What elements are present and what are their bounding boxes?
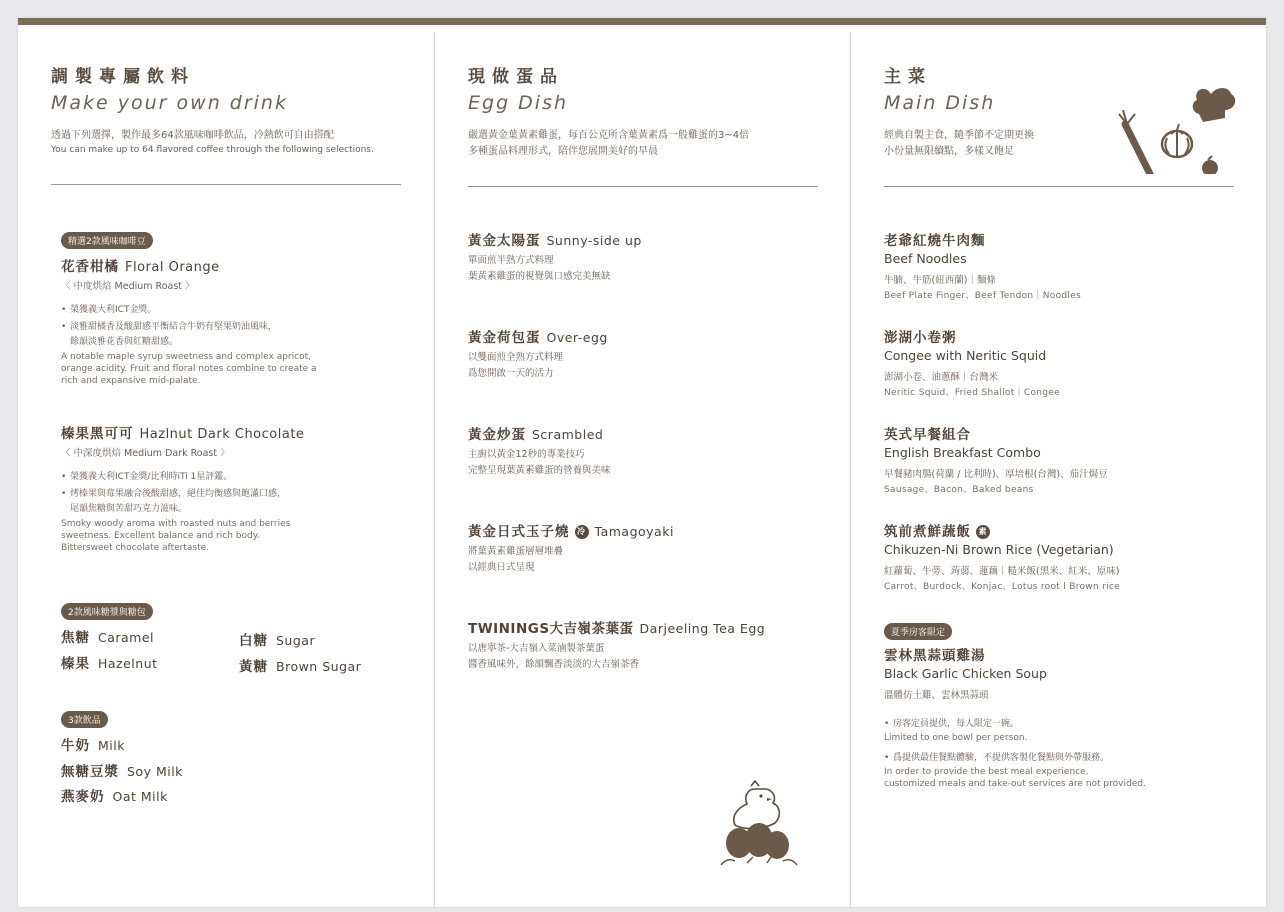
cold-badge: 冷 xyxy=(575,525,589,539)
syrup-tag xyxy=(61,600,153,620)
note1-zh: 房客定員提供，每人限定一碗。 xyxy=(893,719,1020,729)
egg-item-scrambled: 黃金炒蛋 Scrambled 主廚以黃金12秒的專業技巧 完整呈現葉黃素雞蛋的營養與美味 xyxy=(468,427,611,476)
drink-title-zh: 調製專屬飲料 xyxy=(51,67,195,87)
main-title-en: Main Dish xyxy=(884,92,996,114)
bean2-name-zh: 榛果黑可可 xyxy=(61,426,134,442)
syrup-item: 白糖 Sugar xyxy=(239,633,316,649)
bean1-en-desc: A notable maple syrup sweetness and complex apricot, orange acidity. Fruit and floral notes combine to create a rich and expansive mid-palate. xyxy=(61,352,317,386)
beans-tag-label: 精選2款風味咖啡豆 xyxy=(61,232,153,249)
bean2-bullet1: 榮獲義大利ICT金獎/比利時iTi 1星評鑑。 xyxy=(70,472,233,482)
bean1-bullet2-cont: 餘韻淡雅花香與紅糖甜感。 xyxy=(70,337,179,347)
main-item-chicken-soup: 雲林黑蒜頭雞湯 Black Garlic Chicken Soup 溫體仿土雞、雲林黑蒜頭 xyxy=(884,648,1047,701)
egg-intro-line2: 多種蛋品料理形式，陪伴您展開美好的早晨 xyxy=(468,146,658,157)
bean2-en-desc: Smoky woody aroma with roasted nuts and berries sweetness. Excellent balance and rich body. Bittersweet chocolate aftertaste. xyxy=(61,519,291,553)
drink-title-en: Make your own drink xyxy=(51,92,288,114)
egg-item-sunny-side-up: 黃金太陽蛋 Sunny-side up 單面煎半熟方式料理 葉黃素雞蛋的視覺與口感完美無缺 xyxy=(468,233,642,282)
chick-eggs-icon xyxy=(717,777,803,872)
main-intro-line2: 小份量無限續點，多樣又飽足 xyxy=(884,146,1014,157)
milk-item: 無糖豆漿 Soy Milk xyxy=(61,764,183,780)
main-item-beef-noodles: 老爺紅燒牛肉麵 Beef Noodles 牛腩、牛筋(紐西蘭)｜麵條 Beef Plate Finger、Beef Tendon｜Noodles xyxy=(884,233,1082,301)
egg-title-en: Egg Dish xyxy=(468,92,569,114)
bean1-name-zh: 花香柑橘 xyxy=(61,259,119,275)
bean-hazelnut-dark-chocolate: 榛果黑可可 Hazlnut Dark Chocolate 〈 中深度烘焙 Medium Dark Roast 〉 • 榮獲義大利ICT金獎/比利時iTi 1星評鑑。 • 烤榛果與莓果融合後酸甜感，絕佳均衡感與飽滿口感， 尾韻焦糖與苦甜巧克力滋味。 Smoky woody aroma with roasted nuts and berries sweetness. Excellent balance and rich body. Bittersweet chocolate aftertaste. xyxy=(61,422,421,554)
divider xyxy=(51,184,401,185)
menu-sheet xyxy=(18,18,1266,907)
syrup-item: 黃糖 Brown Sugar xyxy=(239,659,362,675)
syrup-item: 榛果 Hazelnut xyxy=(61,656,158,672)
note2-en: In order to provide the best meal experience, customized meals and take-out services are not provided. xyxy=(884,767,1146,789)
bean2-roast: 〈 中深度烘焙 Medium Dark Roast 〉 xyxy=(61,448,230,459)
egg-item-over-egg: 黃金荷包蛋 Over-egg 以雙面煎全熟方式料理 爲您開啟一天的活力 xyxy=(468,330,608,379)
vegetables-chef-hat-icon xyxy=(1113,84,1243,174)
syrup-tag-label: 2款風味糖漿與糖包 xyxy=(61,603,153,620)
main-title-zh: 主菜 xyxy=(884,67,932,87)
milk-item: 牛奶 Milk xyxy=(61,738,125,754)
egg-intro-line1: 嚴選黃金葉黃素雞蛋，每百公克所含葉黃素爲一般雞蛋的3~4倍 xyxy=(468,130,750,141)
bean1-bullet2: 淡雅甜橘香及酸甜感平衡結合牛奶有堅果奶油風味， xyxy=(70,322,278,332)
egg-item-tamagoyaki: 黃金日式玉子燒 冷 Tamagoyaki 將葉黃素雞蛋層層堆疊 以經典日式呈現 xyxy=(468,524,674,573)
drink-intro-en: You can make up to 64 flavored coffee through the following selections. xyxy=(51,145,374,155)
drink-panel xyxy=(18,32,434,907)
milk-tag-label: 3款飲品 xyxy=(61,711,108,728)
note1-en: Limited to one bowl per person. xyxy=(884,733,1028,743)
bean-floral-orange: 花香柑橘 Floral Orange 〈 中度烘焙 Medium Roast 〉 • 榮獲義大利ICT金獎。 • 淡雅甜橘香及酸甜感平衡結合牛奶有堅果奶油風味， 餘韻淡雅花香與紅糖甜感。 A notable maple syrup sweetness and complex apricot, orange acidity. Fruit and floral notes combine to create a rich and expansive mid-palate. xyxy=(61,255,421,387)
bean2-bullet2: 烤榛果與莓果融合後酸甜感，絕佳均衡感與飽滿口感， xyxy=(70,489,287,499)
beans-tag xyxy=(61,229,153,249)
milk-item: 燕麥奶 Oat Milk xyxy=(61,789,168,805)
bean2-name-en: Hazlnut Dark Chocolate xyxy=(139,427,305,442)
drink-intro xyxy=(51,128,434,158)
main-item-chikuzen-ni: 筑前煮鮮蔬飯 素 Chikuzen-Ni Brown Rice (Vegetarian) 紅蘿蔔、牛蒡、蒟蒻、蓮藕｜糙米飯(黑米、紅米、原味) Carrot、Burdock、Konjac、Lotus root l Brown rice xyxy=(884,524,1121,592)
egg-item-tea-egg: TWININGS大吉嶺茶葉蛋 Darjeeling Tea Egg 以唐寧茶-大吉嶺入菜滷製茶葉蛋 醬香風味外，餘韻飄香淡淡的大吉嶺茶香 xyxy=(468,621,766,670)
bean1-name-en: Floral Orange xyxy=(125,260,220,275)
main-intro-line1: 經典自製主食，隨季節不定期更換 xyxy=(884,130,1034,141)
drink-intro-zh: 透過下列選擇，製作最多64款風味咖啡飲品，冷熱飲可自由搭配 xyxy=(51,130,334,141)
bean2-bullet2-cont: 尾韻焦糖與苦甜巧克力滋味。 xyxy=(70,504,188,514)
main-item-congee: 澎湖小卷粥 Congee with Neritic Squid 澎湖小卷、油蔥酥｜台灣米 Neritic Squid、Fried Shallot｜Congee xyxy=(884,330,1060,398)
milk-tag xyxy=(61,708,108,728)
egg-title-zh: 現做蛋品 xyxy=(468,67,564,87)
soup-notes: • 房客定員提供，每人限定一碗。 Limited to one bowl per person. • 爲提供最佳餐點體驗，不提供客製化餐點與外帶服務。 In order to provide the best meal experience, customized meals and take-out services are not provided. xyxy=(884,718,1254,790)
egg-panel xyxy=(434,32,850,907)
main-panel xyxy=(850,32,1266,907)
divider xyxy=(884,186,1234,187)
vegetarian-badge: 素 xyxy=(976,525,990,539)
main-item-english-breakfast: 英式早餐組合 English Breakfast Combo 早餐豬肉腸(荷蘭 / 比利時)、厚培根(台灣)、茄汁焗豆 Sausage、Bacon、Baked beans xyxy=(884,427,1108,495)
seasonal-tag-label: 夏季房客限定 xyxy=(884,623,952,640)
divider xyxy=(468,186,818,187)
bean1-bullet1: 榮獲義大利ICT金獎。 xyxy=(70,305,157,315)
syrup-item: 焦糖 Caramel xyxy=(61,630,155,646)
egg-intro xyxy=(468,128,850,160)
note2-zh: 爲提供最佳餐點體驗，不提供客製化餐點與外帶服務。 xyxy=(893,753,1110,763)
seasonal-tag xyxy=(884,620,952,640)
bean1-roast: 〈 中度烘焙 Medium Roast 〉 xyxy=(61,281,195,292)
